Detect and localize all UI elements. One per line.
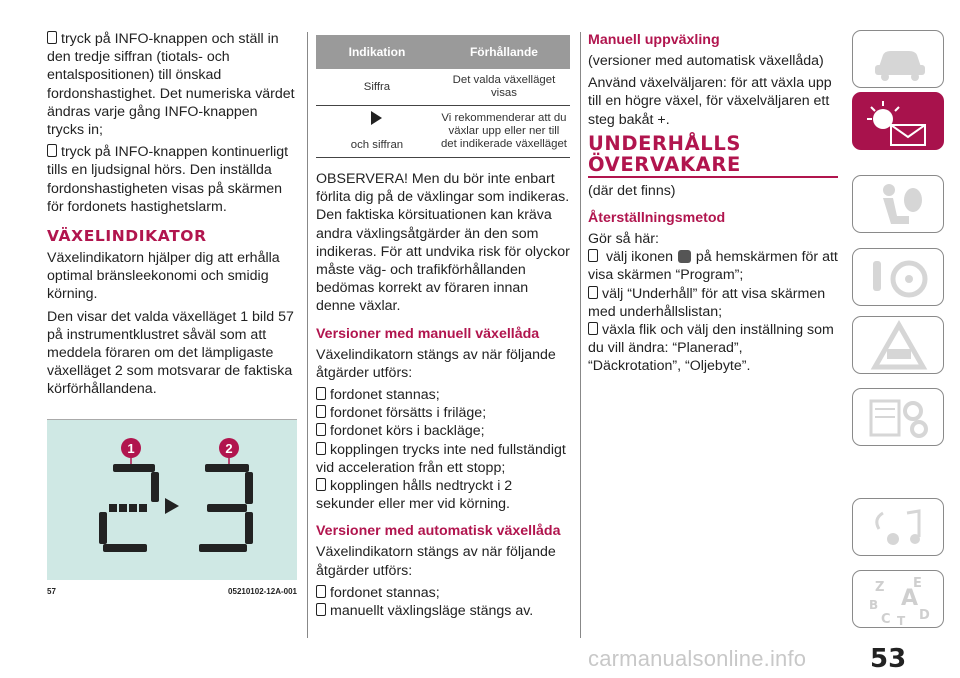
paragraph-intro: Växelindikatorn hjälper dig att erhålla optimal bränsleekonomi och smidig körning. — [47, 250, 280, 303]
svg-text:B: B — [869, 598, 879, 612]
heading-automatic-gearbox: Versioner med automatisk växellåda — [316, 523, 561, 540]
figure-code: 05210102-12A-001 — [228, 586, 297, 596]
manual-conditions-list — [316, 386, 570, 513]
instruction-info-set-speed: tryck på INFO-knappen och ställ in den tredje siffran (tiotals- och entalspositionen) till önskad fordonshastighet. Det numeriska värdet ändras varje gång INFO-knappen trycks in; — [47, 30, 297, 139]
paragraph-auto-intro: Växelindikatorn stängs av när följande åtgärder utförs: — [316, 544, 556, 579]
list-item: välj “Underhåll” för att visa skärmen med underhållslistan; — [588, 285, 838, 321]
service-gears-icon — [853, 389, 944, 446]
watermark-text: carmanualsonline.info — [588, 646, 807, 671]
table-row — [316, 69, 570, 106]
list-item: växla flik och välj den inställning som du vill ändra: “Planerad”, “Däckrotation”, “Oljebyte”. — [588, 321, 838, 376]
list-item: fordonet försätts i friläge; — [316, 404, 570, 422]
table-header-condition: Förhållande — [438, 35, 570, 69]
chapter-tile-emergency[interactable] — [852, 316, 944, 374]
chapter-tile-index[interactable] — [852, 570, 944, 628]
svg-text:T: T — [897, 614, 906, 628]
table-cell-condition: Vi rekommenderar att du växlar upp eller ner till det indikerade växelläget — [438, 106, 570, 158]
paragraph-subtitle: (versioner med automatisk växellåda) — [588, 53, 824, 69]
table-cell-indication — [316, 106, 438, 158]
paragraph-availability: (där det finns) — [588, 182, 676, 199]
segment-digit-three — [199, 464, 253, 552]
page-number: 53 — [870, 644, 907, 674]
list-item: manuellt växlingsläge stängs av. — [316, 602, 570, 620]
indication-text: och siffran — [350, 139, 404, 151]
auto-conditions-list — [316, 584, 570, 620]
step1-text-b: på hemskärmen för att visa skärmen “Program”; — [588, 249, 838, 284]
heading-reset-method: Återställningsmetod — [588, 210, 726, 227]
table-row — [316, 106, 570, 158]
paragraph-do-this: Gör så här: — [588, 231, 659, 248]
list-item: kopplingen hålls nedtryckt i 2 sekunder eller mer vid körning. — [316, 477, 570, 513]
heading-vaxelindikator: VÄXELINDIKATOR — [47, 227, 207, 246]
table-header-indication: Indikation — [316, 35, 438, 69]
svg-text:E: E — [913, 576, 922, 591]
paragraph-observera: OBSERVERA! Men du bör inte enbart förlita dig på de växlingar som indikeras. Den faktiska körsituationen kan kräva andra växlingsåtgärder än den som indikeras. För att undvika risk för olyckor måste väg- och trafikförhållanden bedömas korrekt av föraren innan denne växlar. — [316, 171, 570, 315]
arrow-triangle-icon — [371, 111, 382, 125]
svg-text:A: A — [901, 586, 919, 611]
hazard-triangle-icon — [853, 317, 944, 374]
figure-caption — [47, 583, 297, 601]
column-divider-2 — [580, 32, 581, 638]
instruction-info-hold: tryck på INFO-knappen kontinuerligt tills en ljudsignal hörs. Den inställda fordonshastigheten visas på skärmen för fordonets hastighetslarm. — [47, 143, 297, 216]
chapter-tile-warning-lights[interactable] — [852, 92, 944, 150]
column-left — [47, 30, 297, 601]
gear-indicator-figure — [47, 419, 297, 580]
svg-text:D: D — [919, 608, 930, 623]
chapter-tile-maintenance[interactable] — [852, 388, 944, 446]
segment-digit-two — [99, 464, 159, 552]
svg-text:Z: Z — [875, 580, 885, 595]
chapter-tile-car[interactable] — [852, 30, 944, 88]
list-item: fordonet körs i backläge; — [316, 422, 570, 440]
heading-manual-upshift: Manuell uppväxling — [588, 32, 720, 48]
list-item: kopplingen trycks inte ned fullständigt vid acceleration från ett stopp; — [316, 441, 570, 477]
media-music-icon — [853, 499, 944, 556]
table-cell-condition: Det valda växelläget visas — [438, 69, 570, 106]
car-icon — [853, 31, 944, 88]
shift-arrow-icon — [165, 498, 179, 514]
app-icon — [678, 250, 691, 263]
seat-airbag-icon — [853, 176, 944, 233]
chapter-tile-safety[interactable] — [852, 175, 944, 233]
chapter-tile-multimedia[interactable] — [852, 498, 944, 556]
paragraph-shift-instruction: Använd växelväljaren: för att växla upp till en högre växel, för växelväljaren ett steg bakåt +. — [588, 75, 832, 128]
paragraph-description: Den visar det valda växelläget 1 bild 57 på instrumentklustret såväl som att meddela föraren om det lämpligaste växelläget 2 som motsvarar de faktiska körförhållandena. — [47, 308, 294, 398]
list-item: fordonet stannas; — [316, 386, 570, 404]
svg-text:C: C — [881, 612, 891, 627]
list-item: fordonet stannas; — [316, 584, 570, 602]
warning-lights-icon — [853, 93, 944, 150]
paragraph-manual-intro: Växelindikatorn stängs av när följande åtgärder utförs: — [316, 346, 556, 381]
gear-display-illustration — [47, 420, 297, 580]
callout-1-label: 1 — [127, 440, 135, 456]
list-item — [588, 248, 838, 284]
callout-2-label: 2 — [225, 440, 233, 456]
chapter-tile-starting[interactable] — [852, 248, 944, 306]
column-middle — [316, 35, 570, 620]
heading-maintenance-monitor: UNDERHÅLLS ÖVERVAKARE — [588, 133, 838, 178]
table-cell-indication: Siffra — [316, 69, 438, 106]
step1-text-a: välj ikonen — [605, 249, 673, 266]
figure-number: 57 — [47, 586, 56, 596]
indicator-table — [316, 35, 570, 158]
steering-wheel-icon — [853, 249, 944, 306]
column-right — [588, 32, 838, 376]
heading-manual-gearbox: Versioner med manuell växellåda — [316, 325, 540, 342]
column-divider-1 — [307, 32, 308, 638]
index-letters-icon — [853, 571, 944, 628]
